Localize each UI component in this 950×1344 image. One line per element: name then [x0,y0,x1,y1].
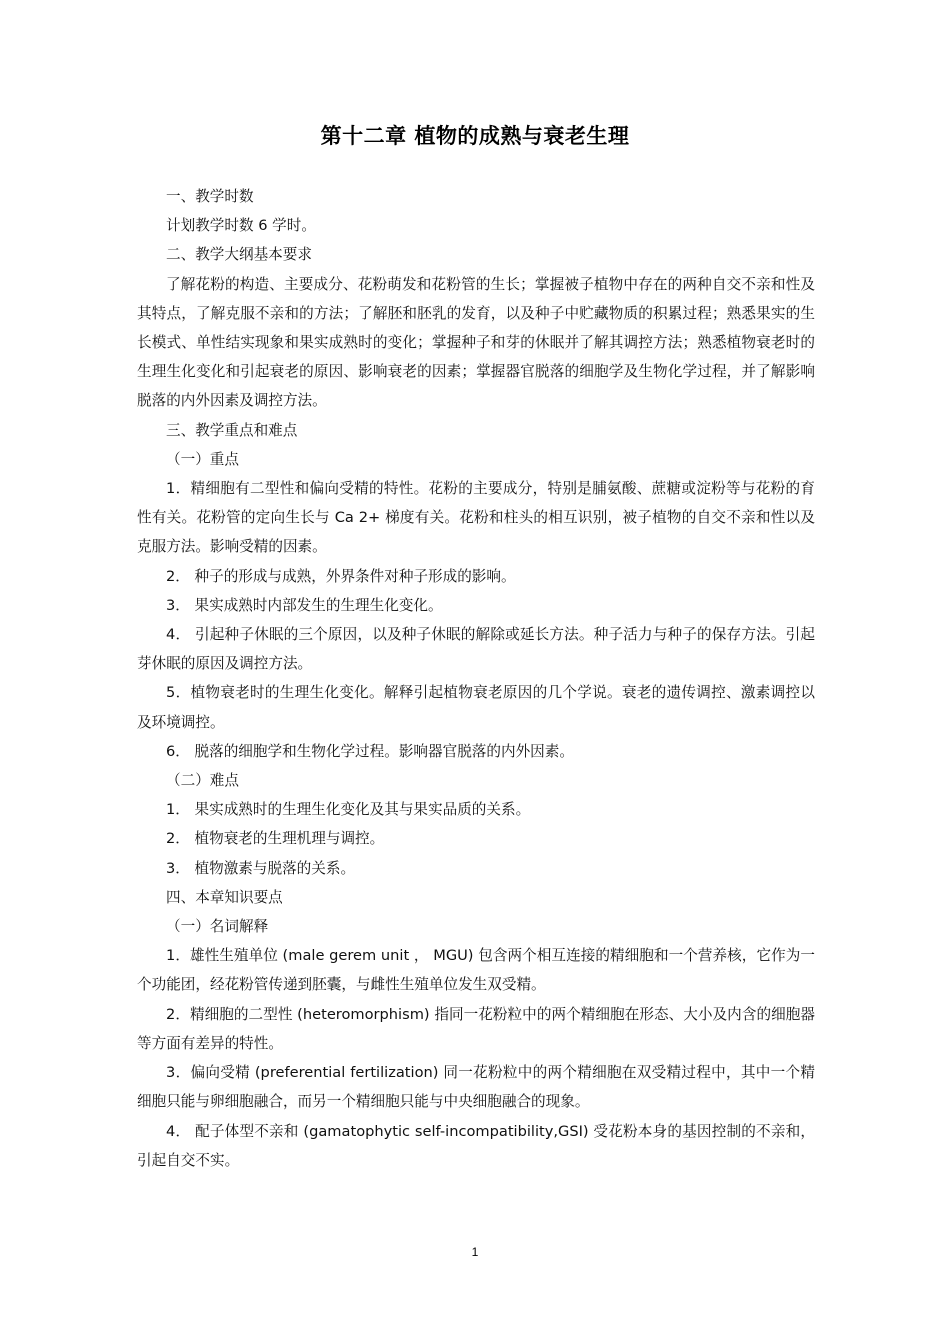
heading-syllabus: 二、教学大纲基本要求 [166,246,312,264]
list-item: 6． 脱落的细胞学和生物化学过程。影响器官脱落的内外因素。 [166,742,574,760]
term-definition: 3．偏向受精 (preferential fertilization) 同一花粉粒中的两个精细胞在双受精过程中，其中一个精细胞只能与卵细胞融合，而另一个精细胞只能与中央细胞融合的现象。 [137,1064,815,1111]
list-item: 2． 植物衰老的生理机理与调控。 [166,830,385,848]
page-number: 1 [471,1245,479,1259]
paragraph: 计划教学时数 6 学时。 [166,217,316,235]
term-definition: 2．精细胞的二型性 (heteromorphism) 指同一花粉粒中的两个精细胞在形态、大小及内含的细胞器等方面有差异的特性。 [137,1005,815,1052]
term-definition: 1．雄性生殖单位 (male gerem unit ， MGU) 包含两个相互连接的精细胞和一个营养核，它作为一个功能团，经花粉管传递到胚囊，与雌性生殖单位发生双受精。 [137,947,815,994]
subheading-difficult: （二）难点 [166,772,239,790]
list-item: 4． 引起种子休眠的三个原因，以及种子休眠的解除或延长方法。种子活力与种子的保存方法。引起芽休眠的原因及调控方法。 [137,626,815,673]
list-item: 1．精细胞有二型性和偏向受精的特性。花粉的主要成分，特别是脯氨酸、蔗糖或淀粉等与花粉的育性有关。花粉管的定向生长与 Ca 2+ 梯度有关。花粉和柱头的相互识别，被子植物的自交不亲和性以及克服方法。影响受精的因素。 [137,480,815,556]
term-definition: 4． 配子体型不亲和 (gamatophytic self-incompatibility,GSI) 受花粉本身的基因控制的不亲和，引起自交不实。 [137,1122,815,1169]
list-item: 3． 植物激素与脱落的关系。 [166,859,356,877]
heading-knowledge: 四、本章知识要点 [166,888,283,906]
body-text [137,182,815,1175]
subheading-key: （一）重点 [166,450,239,468]
list-item: 5．植物衰老时的生理生化变化。解释引起植物衰老原因的几个学说。衰老的遗传调控、激素调控以及环境调控。 [137,684,815,731]
subheading-terms: （一）名词解释 [166,918,269,936]
list-item: 2． 种子的形成与成熟，外界条件对种子形成的影响。 [166,567,516,585]
heading-teaching-hours: 一、教学时数 [166,188,254,205]
paragraph: 了解花粉的构造、主要成分、花粉萌发和花粉管的生长；掌握被子植物中存在的两种自交不亲和性及其特点，了解克服不亲和的方法；了解胚和胚乳的发育，以及种子中贮藏物质的积累过程；熟悉果实的生长模式、单性结实现象和果实成熟时的变化；掌握种子和芽的休眠并了解其调控方法；熟悉植物衰老时的生理生化变化和引起衰老的原因、影响衰老的因素；掌握器官脱落的细胞学及生物化学过程，并了解影响脱落的内外因素及调控方法。 [137,275,815,410]
chapter-title: 第十二章 植物的成熟与衰老生理 [320,124,630,148]
list-item: 1． 果实成熟时的生理生化变化及其与果实品质的关系。 [166,801,531,819]
list-item: 3． 果实成熟时内部发生的生理生化变化。 [166,596,443,614]
heading-key-points: 三、教学重点和难点 [166,421,298,439]
